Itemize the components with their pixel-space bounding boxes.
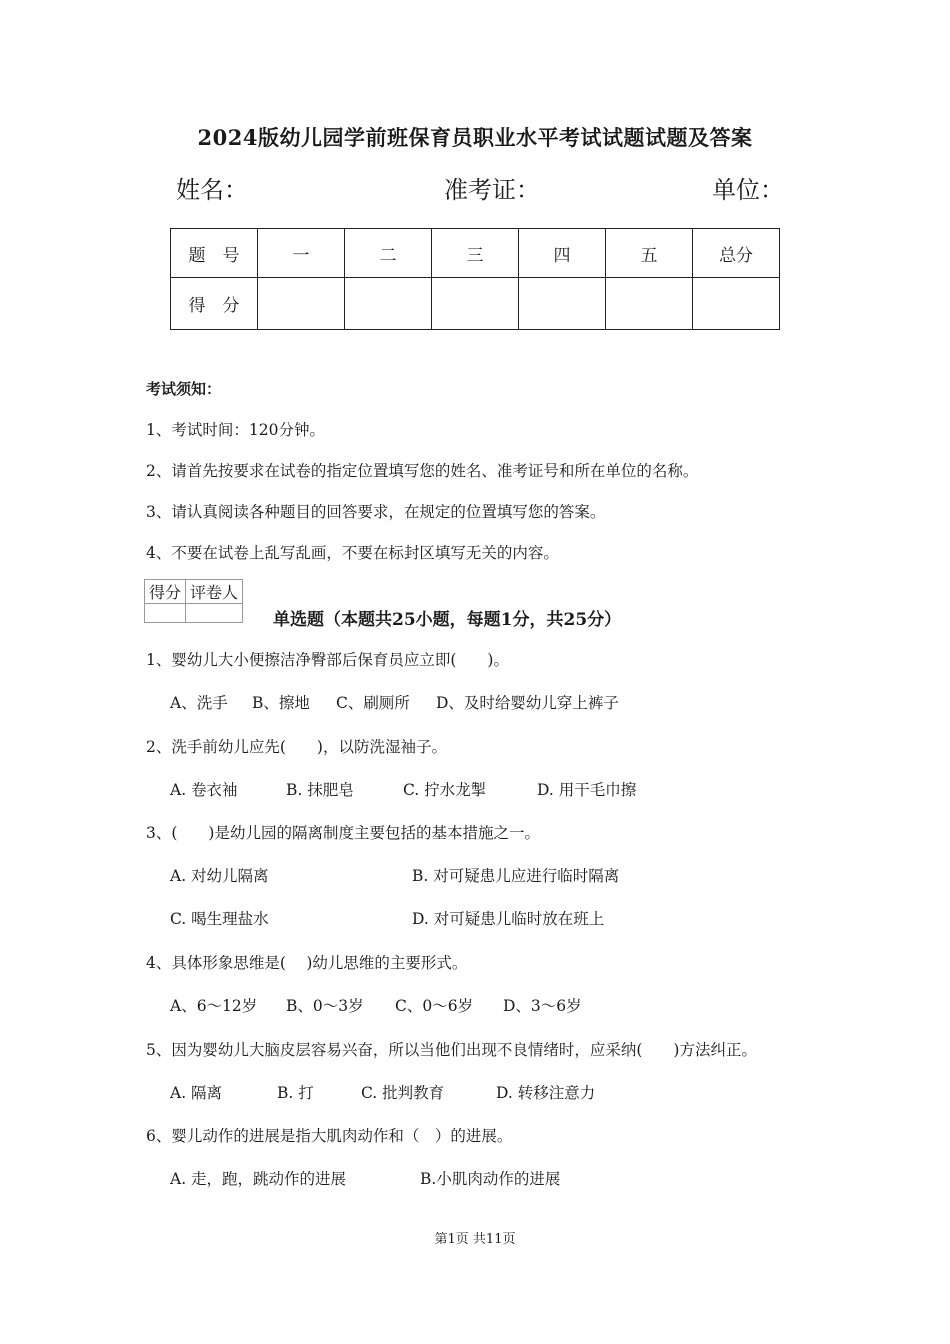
option: D. 用干毛巾擦 (537, 781, 637, 799)
question-stem: 3、( )是幼儿园的隔离制度主要包括的基本措施之一。 (146, 824, 540, 842)
grader-name-cell[interactable] (186, 604, 243, 623)
option: B、擦地 (252, 694, 310, 712)
option: C. 拧水龙掣 (403, 781, 487, 799)
option: A、洗手 (170, 694, 228, 712)
option: D、及时给婴幼儿穿上裤子 (436, 694, 619, 712)
grader-name-label: 评卷人 (186, 580, 243, 604)
score-cell: 总分 (693, 229, 780, 278)
score-input-cell[interactable] (345, 278, 432, 330)
score-input-cell[interactable] (519, 278, 606, 330)
grader-box (144, 579, 243, 623)
option: B.小肌肉动作的进展 (420, 1170, 561, 1188)
score-table-header-row (171, 229, 780, 278)
grader-score-label: 得分 (145, 580, 186, 604)
score-cell: 一 (258, 229, 345, 278)
option: A、6～12岁 (170, 997, 258, 1015)
option: A. 走，跑，跳动作的进展 (170, 1170, 347, 1188)
score-input-cell[interactable] (606, 278, 693, 330)
notice-title: 考试须知： (146, 380, 222, 398)
notice-item: 2、请首先按要求在试卷的指定位置填写您的姓名、准考证号和所在单位的名称。 (146, 462, 699, 480)
question-stem: 1、婴幼儿大小便擦洁净臀部后保育员应立即( )。 (146, 651, 509, 669)
option: B. 对可疑患儿应进行临时隔离 (412, 867, 620, 885)
page-footer: 第1页 共11页 (434, 1232, 516, 1247)
option: C. 批判教育 (361, 1084, 445, 1102)
option: A. 隔离 (170, 1084, 223, 1102)
option: D. 对可疑患儿临时放在班上 (412, 910, 605, 928)
score-cell: 得 分 (171, 278, 258, 330)
score-input-cell[interactable] (693, 278, 780, 330)
question-stem: 2、洗手前幼儿应先( )，以防洗湿袖子。 (146, 738, 447, 756)
option: B. 打 (277, 1084, 314, 1102)
score-cell: 五 (606, 229, 693, 278)
notice-item: 4、不要在试卷上乱写乱画，不要在标封区填写无关的内容。 (146, 544, 559, 562)
score-table-score-row (171, 278, 780, 330)
option: C、0～6岁 (395, 997, 474, 1015)
question-stem: 6、婴儿动作的进展是指大肌肉动作和（ ）的进展。 (146, 1127, 513, 1145)
exam-number-label: 准考证： (444, 176, 540, 204)
grader-score-cell[interactable] (145, 604, 186, 623)
option: A. 卷衣袖 (170, 781, 238, 799)
unit-label: 单位： (712, 176, 784, 204)
section-title: 单选题（本题共25小题，每题1分，共25分） (273, 610, 622, 630)
score-input-cell[interactable] (432, 278, 519, 330)
option: B. 抹肥皂 (286, 781, 354, 799)
option: D、3～6岁 (503, 997, 582, 1015)
question-stem: 5、因为婴幼儿大脑皮层容易兴奋，所以当他们出现不良情绪时，应采纳( )方法纠正。 (146, 1041, 757, 1059)
score-cell: 三 (432, 229, 519, 278)
option: A. 对幼儿隔离 (170, 867, 269, 885)
score-table (170, 228, 780, 330)
page-title: 2024版幼儿园学前班保育员职业水平考试试题试题及答案 (197, 125, 753, 150)
option: C、刷厕所 (336, 694, 410, 712)
score-input-cell[interactable] (258, 278, 345, 330)
option: D. 转移注意力 (496, 1084, 596, 1102)
score-cell: 四 (519, 229, 606, 278)
score-cell: 二 (345, 229, 432, 278)
option: B、0～3岁 (286, 997, 364, 1015)
name-label: 姓名： (176, 176, 248, 204)
option: C. 喝生理盐水 (170, 910, 269, 928)
question-stem: 4、具体形象思维是( )幼儿思维的主要形式。 (146, 954, 468, 972)
notice-item: 3、请认真阅读各种题目的回答要求，在规定的位置填写您的答案。 (146, 503, 606, 521)
score-cell: 题 号 (171, 229, 258, 278)
notice-item: 1、考试时间：120分钟。 (146, 421, 325, 439)
